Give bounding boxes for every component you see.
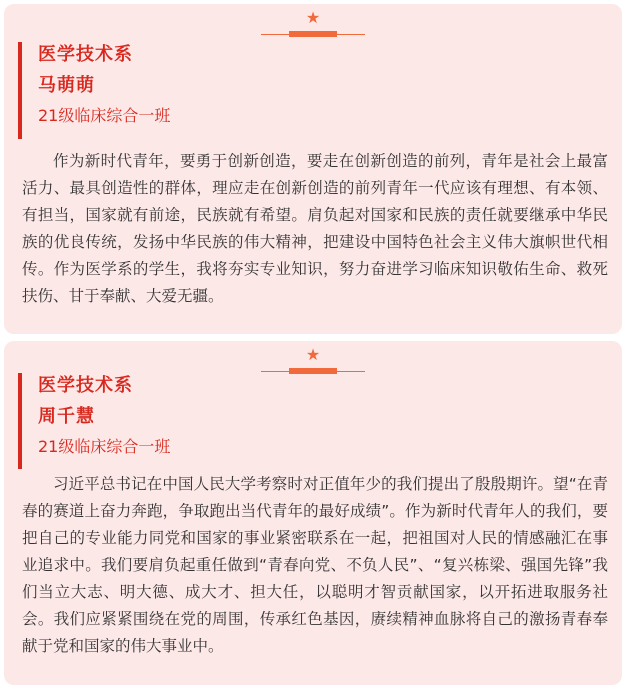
student-name: 周千慧	[38, 406, 95, 427]
identity-block	[18, 42, 170, 139]
class-label: 21级临床综合一班	[38, 437, 171, 456]
profile-card-1	[4, 4, 622, 334]
statement-text: 习近平总书记在中国人民大学考察时对正值年少的我们提出了殷殷期许。望“在青春的赛道上奋力奔跑，争取跑出当代青年的最好成绩”。作为新时代青年人的我们，要把自己的专业能力同党和国家的事业紧密联系在一起，把祖国对人民的情感融汇在事业追求中。我们要肩负起重任做到“青春向党、不负人民”、“复兴栋梁、强国先锋”我们当立大志、明大德、成大才、担大任，以聪明才智贡献国家，以开拓进取服务社会。我们应紧紧围绕在党的周围，传承红色基因，赓续精神血脉将自己的激扬青春奉献于党和国家的伟大事业中。	[22, 475, 608, 655]
identity-block	[18, 373, 170, 469]
class-label: 21级临床综合一班	[38, 106, 171, 125]
star-icon: ★	[305, 345, 321, 364]
department-label: 医学技术系	[38, 44, 133, 65]
department-label: 医学技术系	[38, 375, 133, 396]
ornament-bar	[289, 31, 337, 37]
profile-card-2	[4, 341, 622, 685]
ornament-bar	[289, 368, 337, 374]
header-ornament	[4, 10, 622, 40]
star-icon: ★	[305, 8, 321, 27]
statement-text: 作为新时代青年，要勇于创新创造，要走在创新创造的前列，青年是社会上最富活力、最具创造性的群体，理应走在创新创造的前列青年一代应该有理想、有本领、有担当，国家就有前途，民族就有希望。肩负起对国家和民族的责任就要继承中华民族的优良传统，发扬中华民族的伟大精神，把建设中国特色社会主义伟大旗帜世代相传。作为医学系的学生，我将夯实专业知识，努力奋进学习临床知识敬佑生命、救死扶伤、甘于奉献、大爱无疆。	[22, 152, 608, 305]
student-name: 马萌萌	[38, 75, 95, 96]
